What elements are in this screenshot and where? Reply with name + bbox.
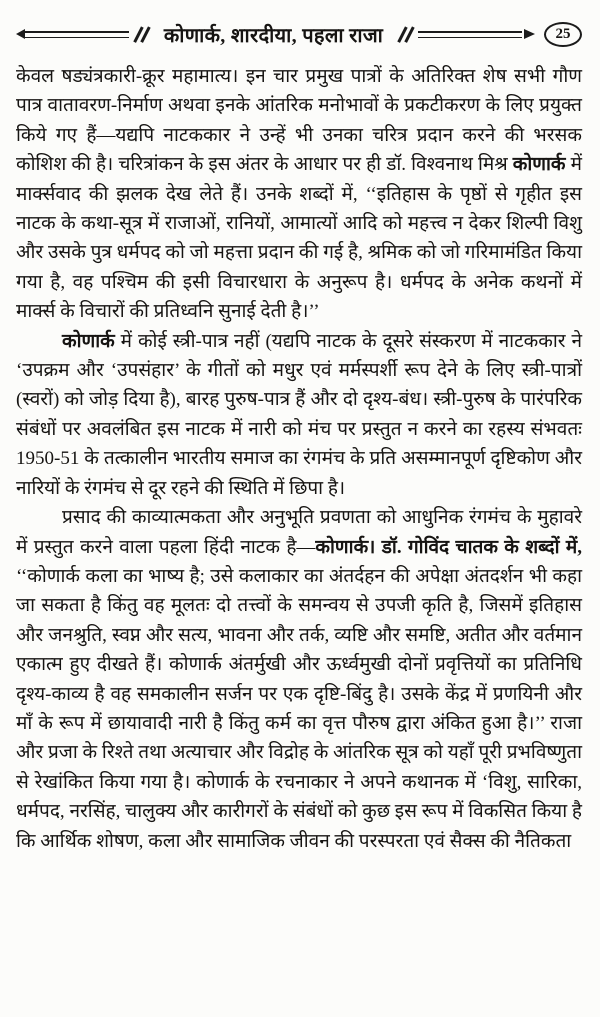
paragraph bbox=[16, 62, 582, 327]
paragraph bbox=[16, 327, 582, 503]
page-header bbox=[16, 16, 582, 52]
header-rule-left-cap bbox=[16, 29, 25, 39]
emphasized-text: कोणार्क bbox=[512, 154, 566, 176]
text-segment: में कोई स्त्री-पात्र नहीं (यद्यपि नाटक के दूसरे संस्करण में नाटककार ने ‘उपक्रम और ‘उपसंहार’ के गीतों को मधुर एवं मर्मस्पर्शी रूप देने के लिए स्त्री-पात्रों (स्वरों) को जोड़ दिया है), बारह पुरुष-पात्र हैं और दो दृश्य-बंध। स्त्री-पुरुष के पारंपरिक संबंधों पर अवलंबित इस नाटक में नारी को मंच पर प्रस्तुत न करने का रहस्य संभवतः 1950-51 के तत्कालीन भारतीय समाज का रंगमंच के प्रति असम्मानपूर्ण दृष्टिकोण और नारियों के रंगमंच से दूर रहने की स्थिति में छिपा है। bbox=[16, 330, 582, 499]
header-rule-right bbox=[418, 31, 522, 38]
slash-decoration-right bbox=[398, 26, 413, 43]
text-segment: केवल षड्यंत्रकारी-क्रूर महामात्य। इन चार प्रमुख पात्रों के अतिरिक्त शेष सभी गौण पात्र वातावरण-निर्माण अथवा इनके आंतरिक मनोभावों के प्रकटीकरण के लिए प्रयुक्त किये गए हैं—यद्यपि नाटककार ने उन्हें भी उनका चरित्र प्रदान करने की भरसक कोशिश की है। चरित्रांकन के इस अंतर के आधार पर ही डॉ. विश्वनाथ मिश्र bbox=[16, 66, 582, 176]
slash-decoration-left bbox=[134, 26, 149, 43]
text-body bbox=[16, 62, 582, 856]
emphasized-text: कोणार्क bbox=[62, 330, 115, 352]
header-title: कोणार्क, शारदीया, पहला राजा bbox=[163, 24, 384, 47]
page-number-badge: 25 bbox=[544, 22, 582, 47]
text-segment: प्रसाद की काव्यात्मकता और अनुभूति प्रवणता को आधुनिक रंगमंच के मुहावरे में प्रस्तुत करने वाला पहला हिंदी नाटक है— bbox=[16, 507, 582, 558]
text-segment: में मार्क्सवाद की झलक देख लेते हैं। उनके शब्दों में, ‘‘इतिहास के पृष्ठों से गृहीत इस नाटक के कथा-सूत्र में राजाओं, रानियों, आमात्यों आदि को महत्त्व न देकर शिल्पी विशु और उसके पुत्र धर्मपद को जो महत्ता प्रदान की गई है, श्रमिक को जो गरिमामंडित किया गया है, वह पश्चिम की इसी विचारधारा के अनुरूप है। धर्मपद के अनेक कथनों में मार्क्स के विचारों की प्रतिध्वनि सुनाई देती है।’’ bbox=[16, 154, 582, 323]
header-rule-right-nib bbox=[524, 29, 535, 39]
emphasized-text: कोणार्क। डॉ. गोविंद चातक के शब्दों में, bbox=[315, 536, 582, 558]
header-rule-left bbox=[25, 31, 129, 38]
text-segment: ‘‘कोणार्क कला का भाष्य है; उसे कलाकार का अंतर्दहन की अपेक्षा अंतदर्शन भी कहा जा सकता है किंतु वह मूलतः दो तत्त्वों के समन्वय से उपजी कृति है, जिसमें इतिहास और जनश्रुति, स्वप्न और सत्य, भावना और तर्क, व्यष्टि और समष्टि, अतीत और वर्तमान एकात्म हुए दीखते हैं। कोणार्क अंतर्मुखी और ऊर्ध्वमुखी दोनों प्रवृत्तियों का प्रतिनिधि दृश्य-काव्य है वह समकालीन सर्जन पर एक दृष्टि-बिंदु है। उसके केंद्र में प्रणयिनी और माँ के रूप में छायावादी नारी है किंतु कर्म का वृत्त पौरुष द्वारा अंकित हुआ है।’’ राजा और प्रजा के रिश्ते तथा अत्याचार और विद्रोह के आंतरिक सूत्र को यहाँ पूरी प्रभविष्णुता से रेखांकित किया गया है। कोणार्क के रचनाकार ने अपने कथानक में ‘विशु, सारिका, धर्मपद, नरसिंह, चालुक्य और कारीगरों के संबंधों को कुछ इस रूप में विकसित किया है कि आर्थिक शोषण, कला और सामाजिक जीवन की परस्परता एवं सैक्स की नैतिकता bbox=[16, 565, 582, 852]
paragraph bbox=[16, 503, 582, 856]
